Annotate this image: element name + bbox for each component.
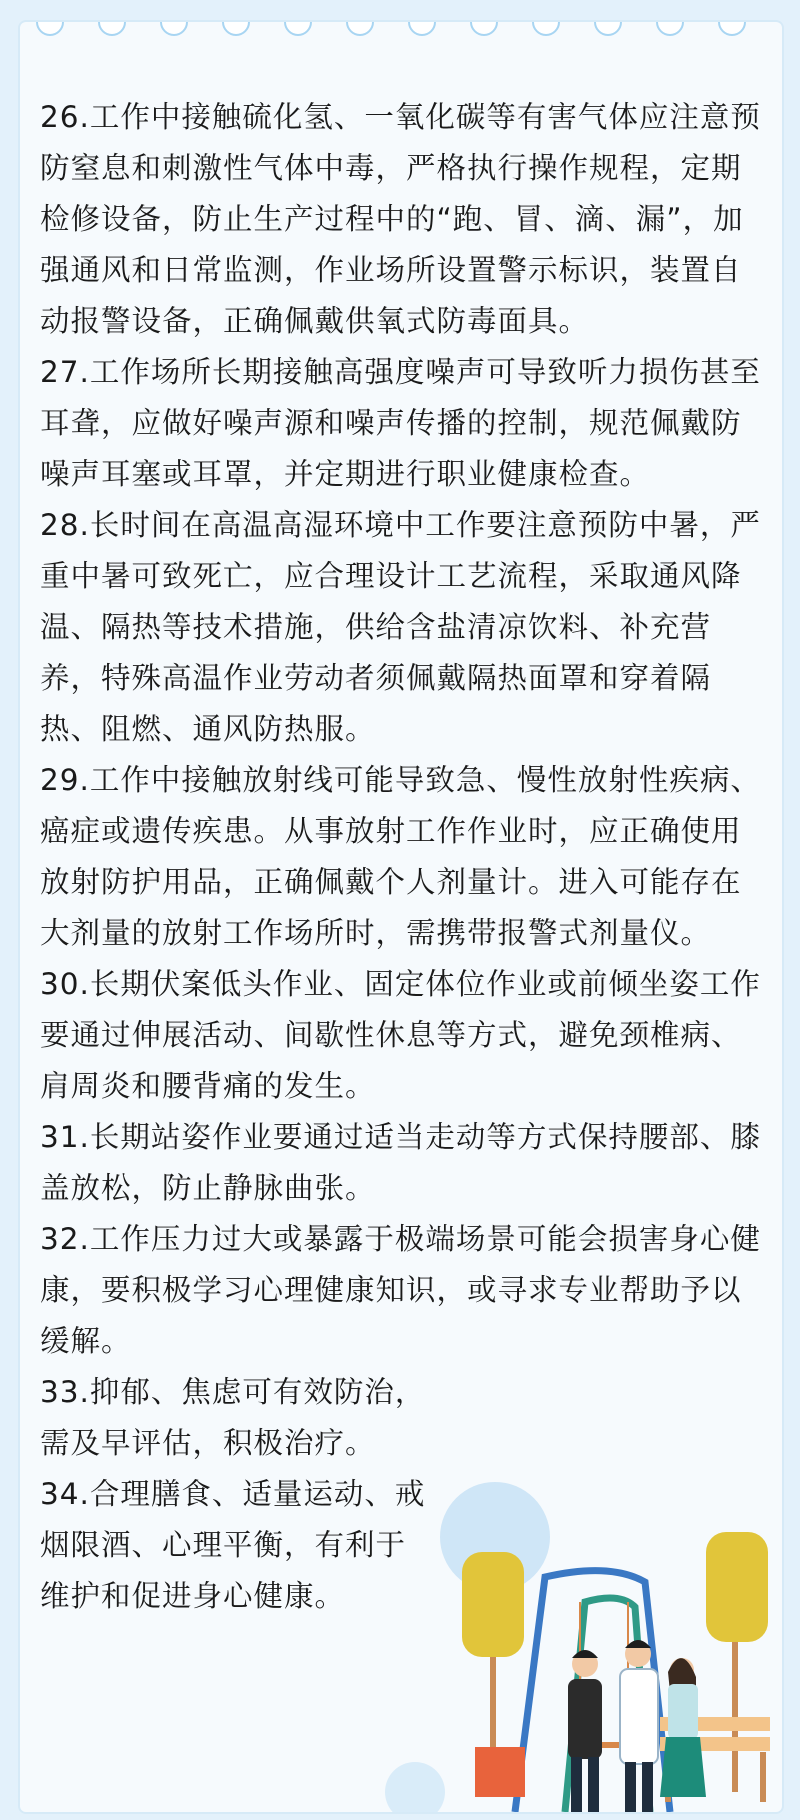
item-text-line: 合理膳食、适量运动、戒: [89, 1477, 426, 1511]
park-illustration: [460, 1492, 782, 1812]
item-number: 34.: [40, 1477, 90, 1511]
list-item: [40, 500, 770, 755]
item-text: 工作中接触硫化氢、一氧化碳等有害气体应注意预防窒息和刺激性气体中毒，严格执行操作规程，定期检修设备，防止生产过程中的“跑、冒、滴、漏”，加强通风和日常监测，作业场所设置警示标识，装置自动报警设备，正确佩戴供氧式防毒面具。: [40, 100, 761, 338]
item-number: 28.: [40, 508, 90, 542]
item-text-line: 抑郁、焦虑可有效防治，: [89, 1375, 426, 1409]
list-item: [40, 347, 770, 500]
item-number: 26.: [40, 100, 90, 134]
person-man: [568, 1650, 602, 1812]
planter-box: [475, 1747, 525, 1797]
content-card: [20, 22, 782, 1812]
item-text-line: 需及早评估，积极治疗。: [40, 1426, 376, 1460]
item-number: 27.: [40, 355, 90, 389]
item-text: 工作场所长期接触高强度噪声可导致听力损伤甚至耳聋，应做好噪声源和噪声传播的控制，规范佩戴防噪声耳塞或耳罩，并定期进行职业健康检查。: [40, 355, 761, 491]
scalloped-border: [20, 22, 782, 40]
list-item: [40, 959, 770, 1112]
article-body: [40, 92, 770, 1622]
item-number: 33.: [40, 1375, 90, 1409]
item-number: 32.: [40, 1222, 90, 1256]
list-item: [40, 755, 770, 959]
item-number: 29.: [40, 763, 90, 797]
list-item: [40, 1367, 770, 1469]
decor-bubble: [385, 1762, 445, 1812]
item-text-line: 维护和促进身心健康。: [40, 1579, 346, 1613]
item-number: 31.: [40, 1120, 90, 1154]
list-item: [40, 1214, 770, 1367]
item-text-line: 烟限酒、心理平衡，有利于: [40, 1528, 407, 1562]
item-text: 工作中接触放射线可能导致急、慢性放射性疾病、癌症或遗传疾患。从事放射工作作业时，应正确使用放射防护用品，正确佩戴个人剂量计。进入可能存在大剂量的放射工作场所时，需携带报警式剂量仪。: [40, 763, 761, 950]
tree-right: [706, 1532, 768, 1792]
item-text: 长期伏案低头作业、固定体位作业或前倾坐姿工作要通过伸展活动、间歇性休息等方式，避免颈椎病、肩周炎和腰背痛的发生。: [40, 967, 761, 1103]
item-text: 工作压力过大或暴露于极端场景可能会损害身心健康，要积极学习心理健康知识，或寻求专业帮助予以缓解。: [40, 1222, 761, 1358]
list-item: [40, 1112, 770, 1214]
item-text: 长期站姿作业要通过适当走动等方式保持腰部、膝盖放松，防止静脉曲张。: [40, 1120, 761, 1205]
item-text: 长时间在高温高湿环境中工作要注意预防中暑，严重中暑可致死亡，应合理设计工艺流程，采取通风降温、隔热等技术措施，供给含盐清凉饮料、补充营养，特殊高温作业劳动者须佩戴隔热面罩和穿着隔热、阻燃、通风防热服。: [40, 508, 761, 746]
list-item: [40, 92, 770, 347]
item-number: 30.: [40, 967, 90, 1001]
